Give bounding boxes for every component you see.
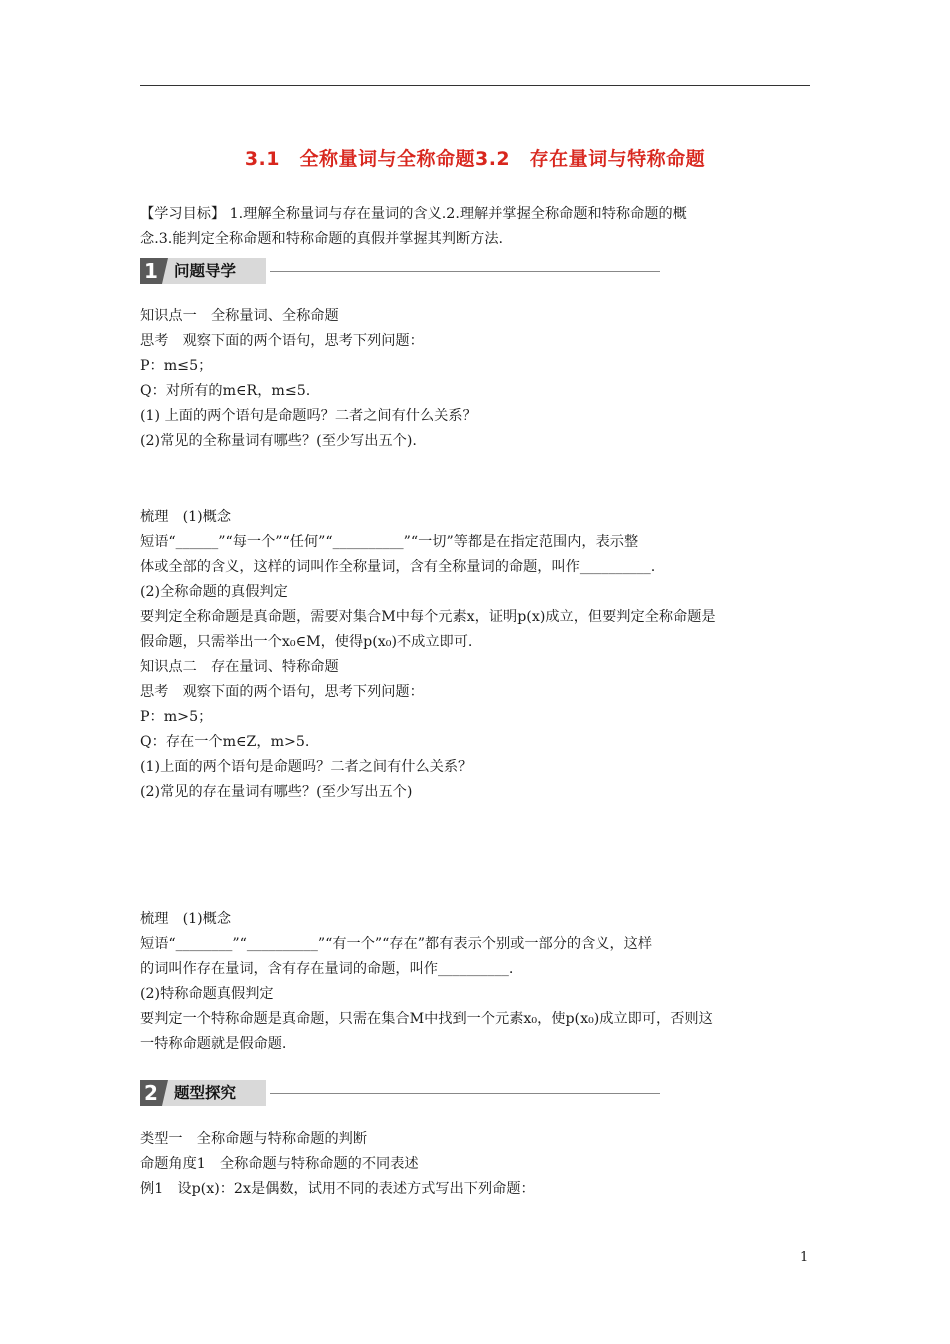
summary-heading: 梳理 (1)概念 (140, 911, 232, 927)
knowledge-point-1: 知识点一 全称量词、全称命题 (140, 308, 339, 324)
question-1: (1)上面的两个语句是命题吗？二者之间有什么关系？ (140, 759, 473, 775)
statement-q: Q：存在一个m∈Z，m>5. (140, 734, 310, 750)
subheading: (2)特称命题真假判定 (140, 986, 274, 1002)
think-line: 思考 观察下面的两个语句，思考下列问题： (140, 333, 424, 349)
section-label: 问题导学 (174, 262, 237, 280)
section-number: 1 (140, 258, 162, 284)
question-1: (1) 上面的两个语句是命题吗？二者之间有什么关系？ (140, 408, 477, 424)
objectives-line-1: 【学习目标】 1.理解全称量词与存在量词的含义.2.理解并掌握全称命题和特称命题的概 (140, 206, 687, 222)
statement-q: Q：对所有的m∈R，m≤5. (140, 383, 311, 399)
page-title: 3.1 全称量词与全称命题3.2 存在量词与特称命题 (244, 148, 706, 170)
knowledge-point-2: 知识点二 存在量词、特称命题 (140, 659, 339, 675)
section-header-2 (140, 1080, 530, 1106)
question-2: (2)常见的全称量词有哪些？(至少写出五个). (140, 433, 417, 449)
summary-line: 短语“________”“__________”“有一个”“存在”都有表示个别或一部分的含义，这样 (140, 936, 653, 952)
section-rule (270, 1093, 660, 1094)
body-line: 假命题，只需举出一个x₀∈M，使得p(x₀)不成立即可. (140, 634, 473, 650)
summary-line: 的词叫作存在量词，含有存在量词的命题，叫作__________. (140, 961, 514, 977)
example-line: 例1 设p(x)：2x是偶数，试用不同的表述方式写出下列命题： (140, 1181, 535, 1197)
page-number: 1 (800, 1250, 809, 1265)
summary-line: 短语“______”“每一个”“任何”“__________”“一切”等都是在指定范围内，表示整 (140, 534, 639, 550)
statement-p: P：m≤5； (140, 358, 213, 374)
section-label: 题型探究 (174, 1084, 237, 1102)
question-2: (2)常见的存在量词有哪些？(至少写出五个) (140, 784, 413, 800)
objectives-line-2: 念.3.能判定全称命题和特称命题的真假并掌握其判断方法. (140, 231, 504, 247)
summary-line: 体或全部的含义，这样的词叫作全称量词，含有全称量词的命题，叫作__________. (140, 559, 656, 575)
section-rule (270, 271, 660, 272)
think-line: 思考 观察下面的两个语句，思考下列问题： (140, 684, 424, 700)
angle-heading: 命题角度1 全称命题与特称命题的不同表述 (140, 1156, 419, 1172)
subheading: (2)全称命题的真假判定 (140, 584, 288, 600)
type-heading: 类型一 全称命题与特称命题的判断 (140, 1131, 368, 1147)
body-line: 要判定一个特称命题是真命题，只需在集合M中找到一个元素x₀，使p(x₀)成立即可，否则这 (140, 1011, 713, 1027)
body-line: 一特称命题就是假命题. (140, 1036, 287, 1052)
header-rule (140, 85, 810, 86)
body-line: 要判定全称命题是真命题，需要对集合M中每个元素x，证明p(x)成立，但要判定全称命题是 (140, 609, 716, 625)
summary-heading: 梳理 (1)概念 (140, 509, 232, 525)
statement-p: P：m>5； (140, 709, 213, 725)
section-header-1 (140, 258, 530, 284)
section-number: 2 (140, 1080, 162, 1106)
